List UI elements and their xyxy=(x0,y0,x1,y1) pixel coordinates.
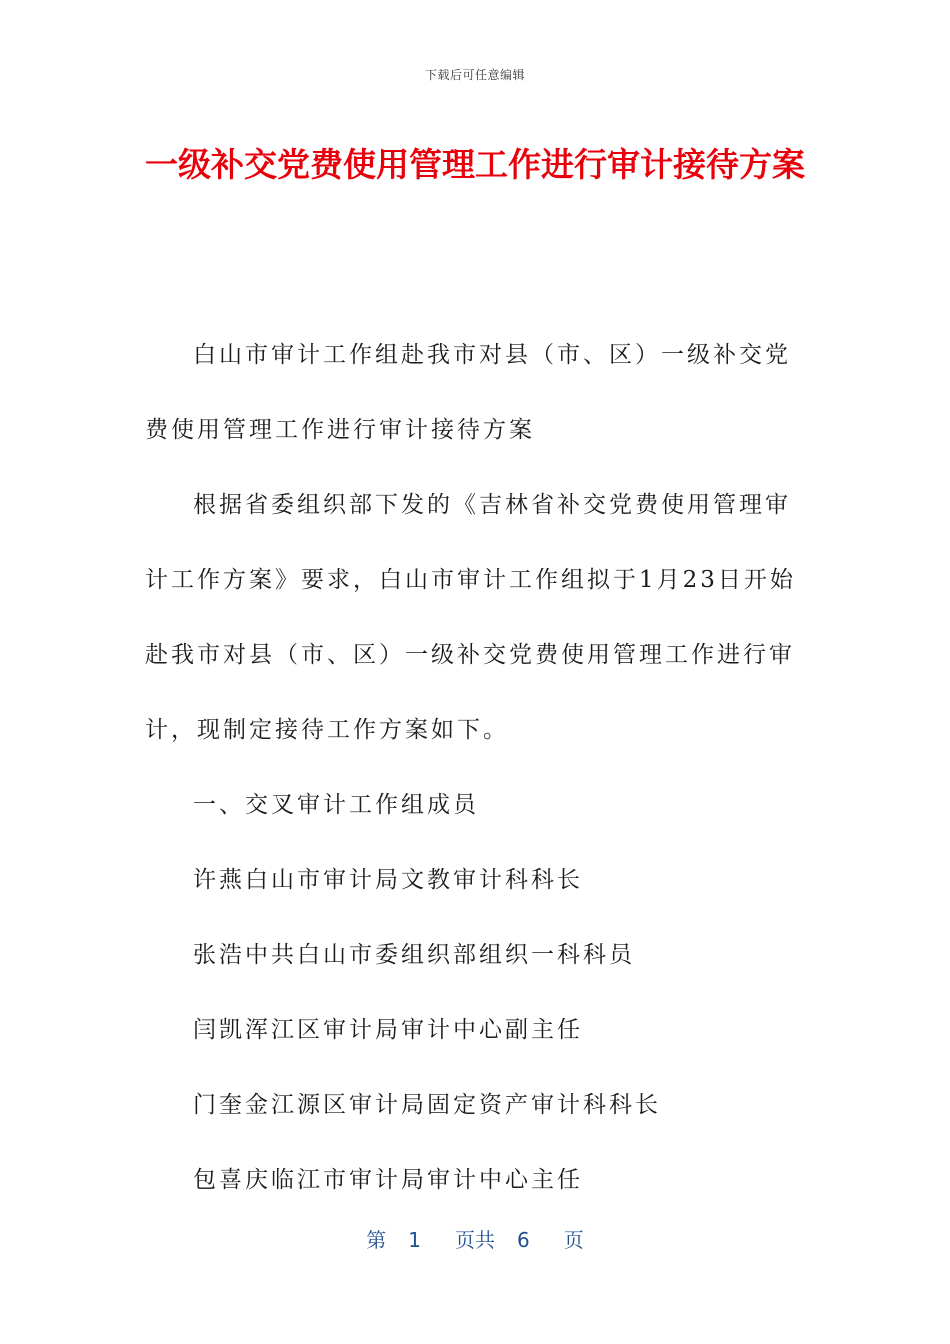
footer-ye-gong: 页共 xyxy=(455,1228,495,1252)
member-item: 许燕白山市审计局文教审计科科长 xyxy=(193,867,583,893)
paragraph-background: 根据省委组织部下发的《吉林省补交党费使用管理审计工作方案》要求，白山市审计工作组拟于1月23日开始赴我市对县（市、区）一级补交党费使用管理工作进行审计，现制定接待工作方案如下。 xyxy=(145,492,796,743)
document-body xyxy=(145,318,805,1218)
footer-page-total: 6 xyxy=(517,1228,530,1252)
footer-ye: 页 xyxy=(563,1228,584,1252)
document-title: 一级补交党费使用管理工作进行审计接待方案 xyxy=(145,145,805,184)
member-item: 包喜庆临江市审计局审计中心主任 xyxy=(193,1167,583,1193)
paragraph-intro-title: 白山市审计工作组赴我市对县（市、区）一级补交党费使用管理工作进行审计接待方案 xyxy=(145,342,791,443)
footer-di: 第 xyxy=(366,1228,387,1252)
member-item: 闫凯浑江区审计局审计中心副主任 xyxy=(193,1017,583,1043)
page-footer xyxy=(0,1224,950,1253)
member-item: 张浩中共白山市委组织部组织一科科员 xyxy=(193,942,635,968)
header-note: 下载后可任意编辑 xyxy=(424,68,525,82)
member-item: 门奎金江源区审计局固定资产审计科科长 xyxy=(193,1092,661,1118)
section-heading-members: 一、交叉审计工作组成员 xyxy=(193,792,479,818)
footer-page-current: 1 xyxy=(408,1228,421,1252)
